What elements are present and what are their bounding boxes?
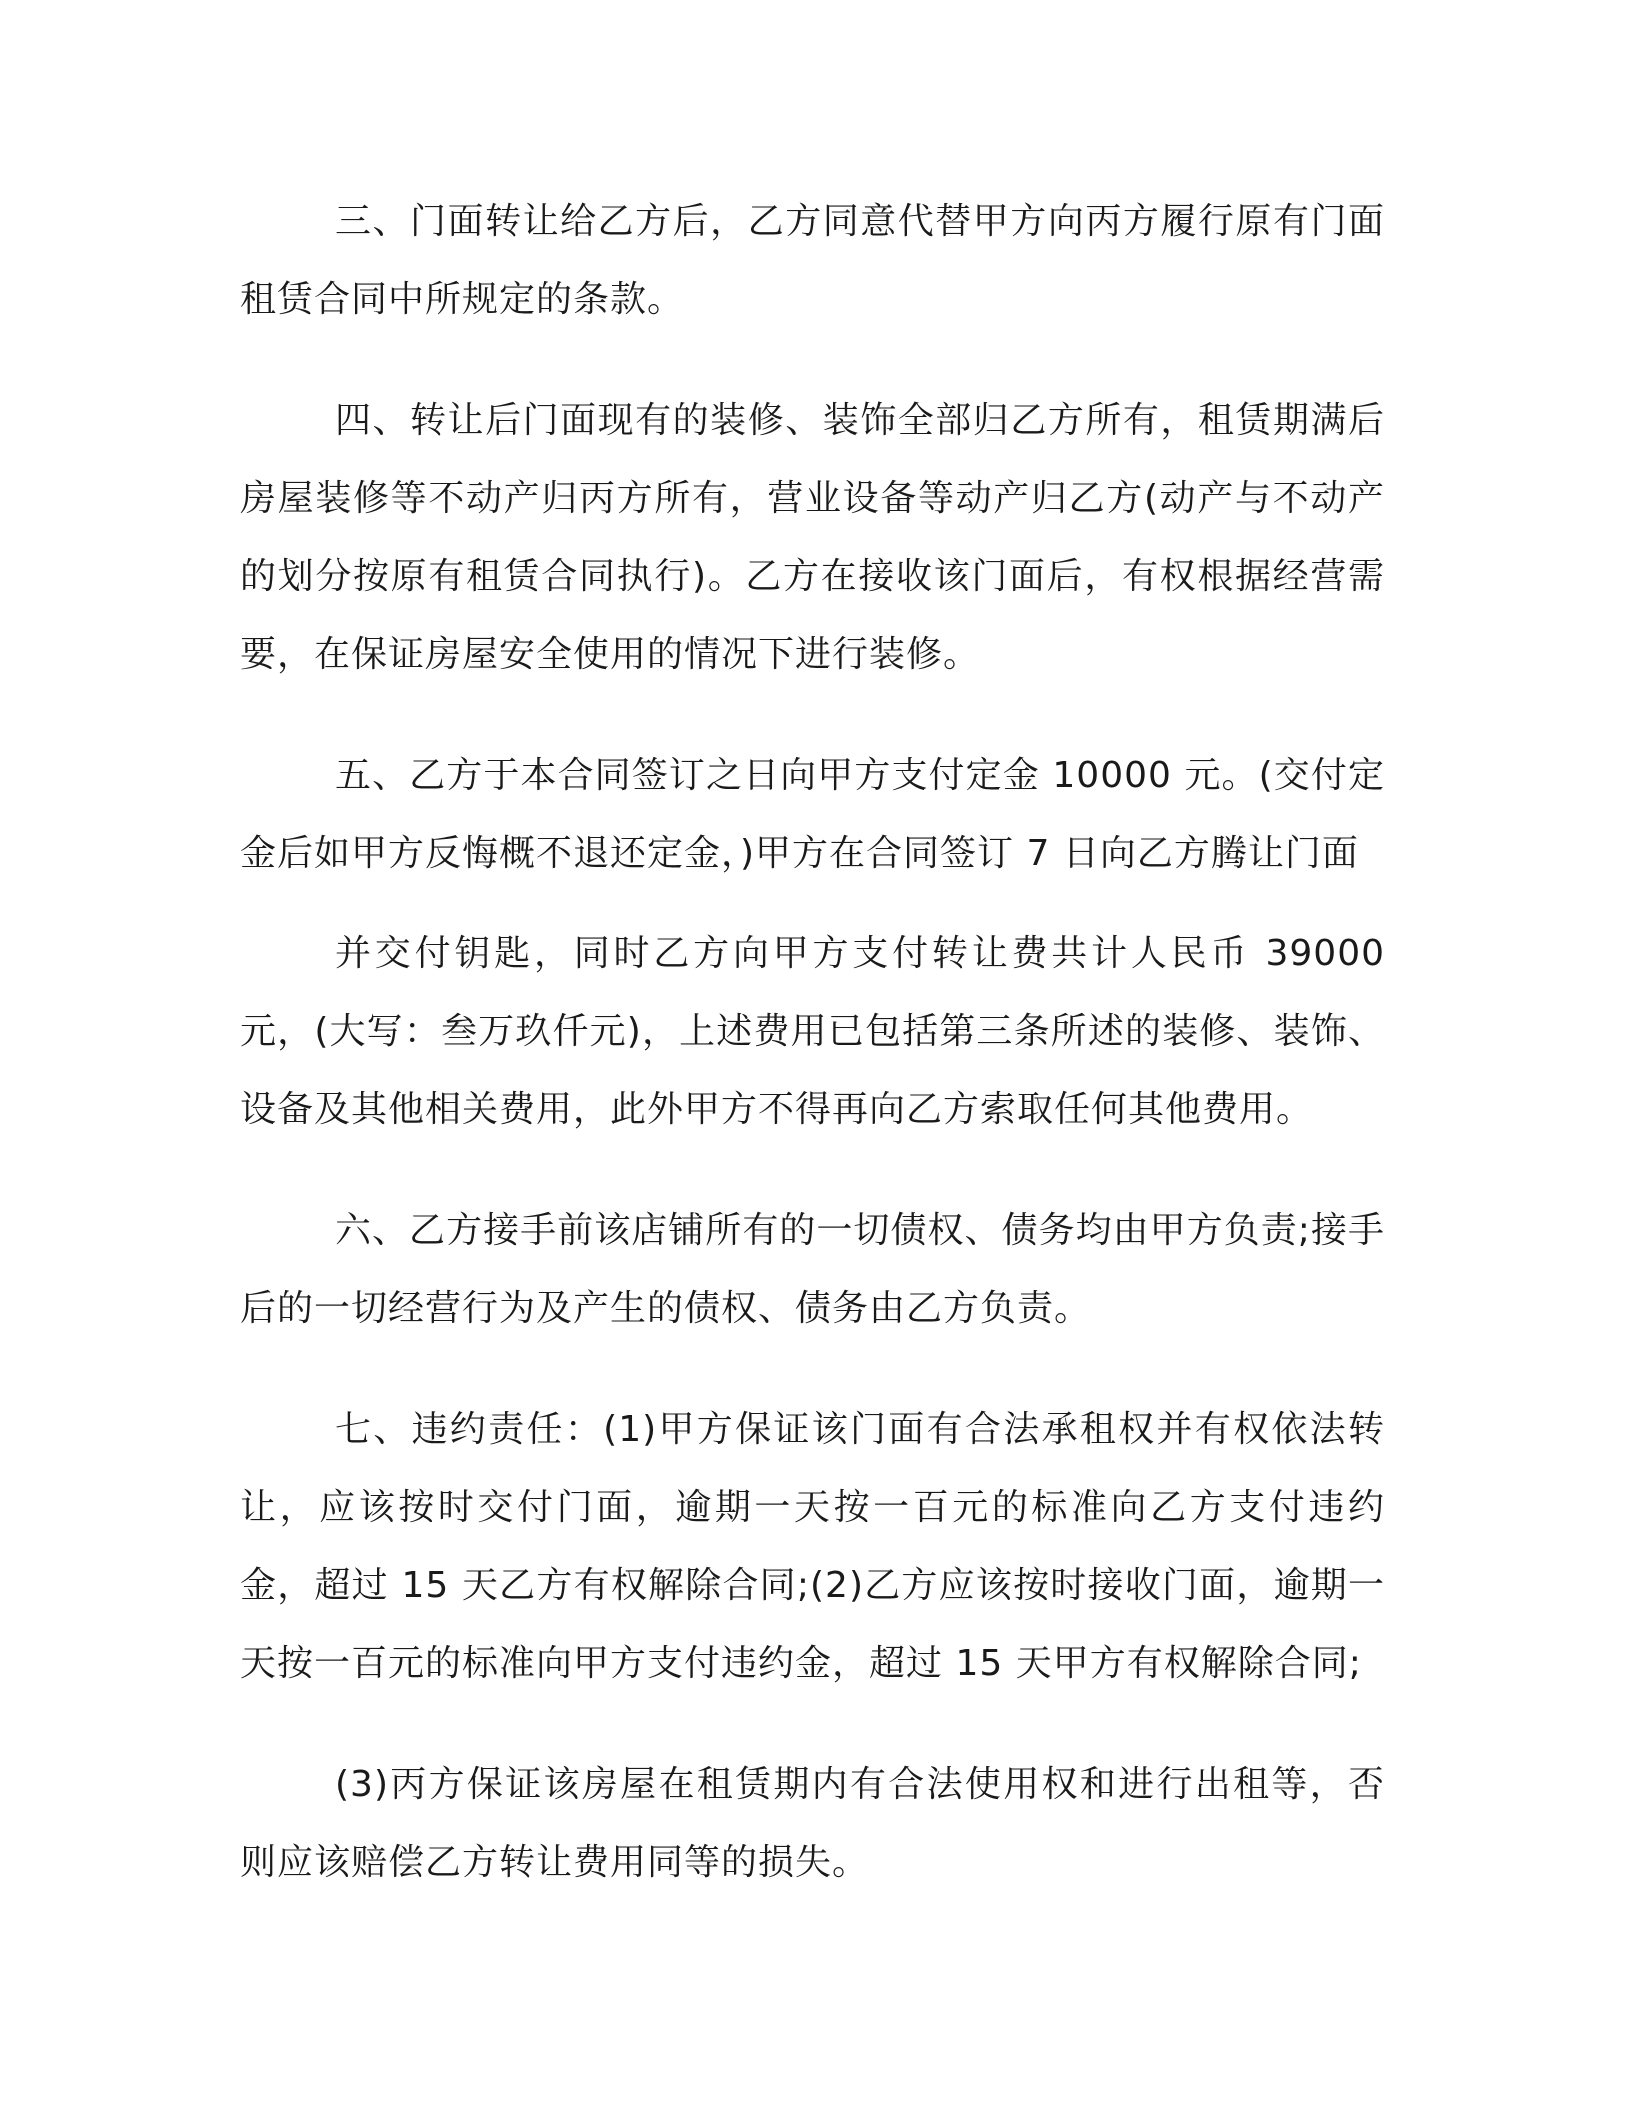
clause-7-paragraph: 七、违约责任：(1)甲方保证该门面有合法承租权并有权依法转让，应该按时交付门面，逾期一天按一百元的标准向乙方支付违约金，超过 15 天乙方有权解除合同;(2)乙方应该按时接收门面，逾期一天按一百元的标准向甲方支付违约金，超过 15 天甲方有权解除合同; — [240, 1409, 1385, 1684]
clause-4-paragraph: 四、转让后门面现有的装修、装饰全部归乙方所有，租赁期满后房屋装修等不动产归丙方所有，营业设备等动产归乙方(动产与不动产的划分按原有租赁合同执行)。乙方在接收该门面后，有权根据经营需要，在保证房屋安全使用的情况下进行装修。 — [240, 400, 1385, 675]
paragraph-spacer — [240, 1703, 1385, 1746]
clause-3-paragraph: 三、门面转让给乙方后，乙方同意代替甲方向丙方履行原有门面租赁合同中所规定的条款。 — [240, 201, 1385, 320]
paragraph-spacer — [240, 1348, 1385, 1391]
paragraph-spacer — [240, 893, 1385, 915]
clause-5-continuation-paragraph: 并交付钥匙，同时乙方向甲方支付转让费共计人民币 39000 元，(大写：叁万玖仟元)，上述费用已包括第三条所述的装修、装饰、设备及其他相关费用，此外甲方不得再向乙方索取任何其他费用。 — [240, 933, 1385, 1130]
clause-7-item-3-paragraph: (3)丙方保证该房屋在租赁期内有合法使用权和进行出租等，否则应该赔偿乙方转让费用同等的损失。 — [240, 1764, 1385, 1883]
paragraph-spacer — [240, 1149, 1385, 1192]
clause-6-paragraph: 六、乙方接手前该店铺所有的一切债权、债务均由甲方负责;接手后的一切经营行为及产生的债权、债务由乙方负责。 — [240, 1210, 1385, 1329]
document-body — [240, 183, 1385, 1902]
paragraph-spacer — [240, 694, 1385, 737]
clause-5-paragraph: 五、乙方于本合同签订之日向甲方支付定金 10000 元。(交付定金后如甲方反悔概不退还定金，)甲方在合同签订 7 日向乙方腾让门面 — [240, 755, 1385, 874]
paragraph-spacer — [240, 339, 1385, 382]
